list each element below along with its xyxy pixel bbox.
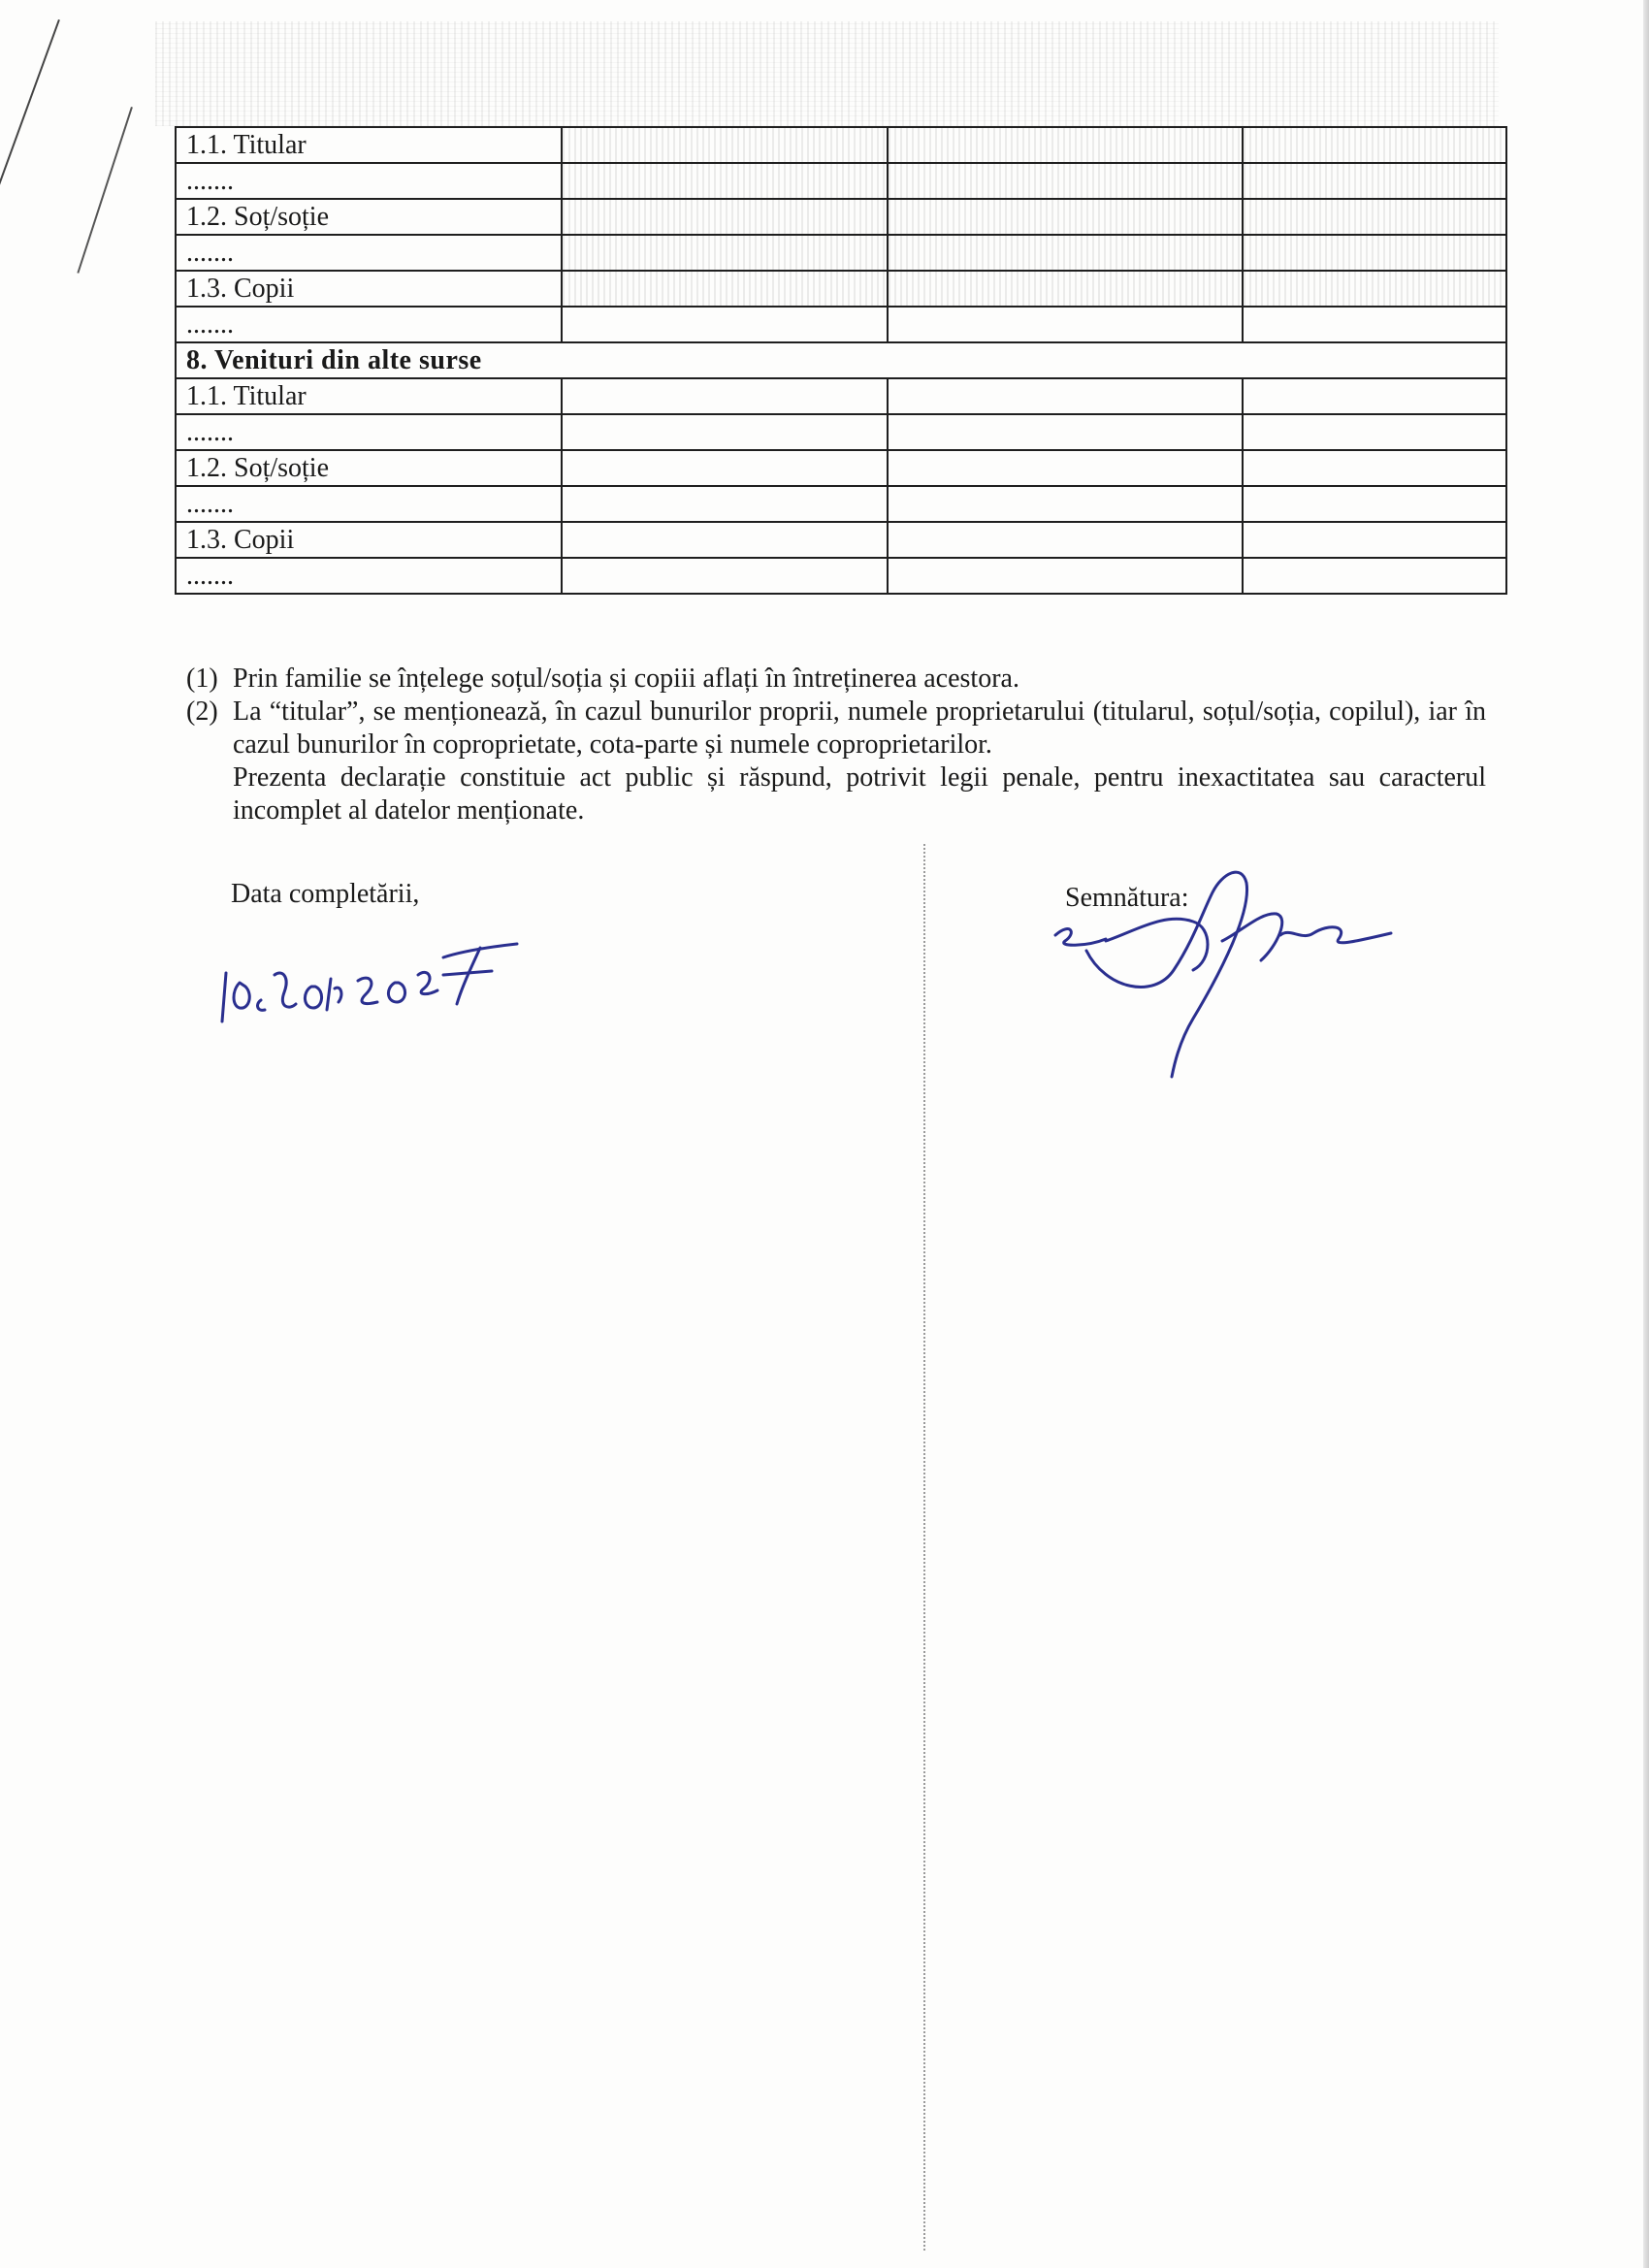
row-label: 1.3. Copii bbox=[176, 522, 562, 558]
table-cell bbox=[1243, 486, 1506, 522]
row-label: 1.1. Titular bbox=[176, 127, 562, 163]
table-cell bbox=[562, 307, 888, 342]
table-cell bbox=[1243, 414, 1506, 450]
table-cell bbox=[888, 522, 1243, 558]
income-table-body bbox=[176, 127, 1506, 594]
table-row bbox=[176, 450, 1506, 486]
table-row bbox=[176, 378, 1506, 414]
signature bbox=[1048, 854, 1397, 1086]
table-cell bbox=[888, 127, 1243, 163]
table-cell bbox=[888, 486, 1243, 522]
table-cell bbox=[888, 558, 1243, 594]
row-label: 1.3. Copii bbox=[176, 271, 562, 307]
note-text: La “titular”, se menționează, în cazul bunurilor proprii, numele proprietarului (titularul, soțul/soția, copilul), iar în cazul bunurilor în coproprietate, cota-parte și numele coproprietarilor. bbox=[233, 697, 1486, 760]
row-label: ....... bbox=[176, 414, 562, 450]
table-cell bbox=[562, 199, 888, 235]
table-cell bbox=[562, 235, 888, 271]
table-cell bbox=[562, 163, 888, 199]
table-cell bbox=[888, 163, 1243, 199]
income-table bbox=[175, 126, 1507, 595]
row-label: ....... bbox=[176, 558, 562, 594]
table-cell bbox=[562, 127, 888, 163]
note-number: (2) bbox=[186, 697, 218, 727]
table-cell bbox=[562, 558, 888, 594]
table-cell bbox=[1243, 199, 1506, 235]
note-text: Prin familie se înțelege soțul/soția și copiii aflați în întreținerea acestora. bbox=[233, 664, 1019, 694]
table-row bbox=[176, 307, 1506, 342]
table-cell bbox=[888, 235, 1243, 271]
table-cell bbox=[888, 378, 1243, 414]
row-label: ....... bbox=[176, 486, 562, 522]
declaration-statement: Prezenta declarație constituie act public și răspund, potrivit legii penale, pentru inexactitatea sau caracterul incomplet al datelor menționate. bbox=[233, 762, 1486, 826]
table-cell bbox=[888, 199, 1243, 235]
handwritten-date bbox=[218, 926, 519, 1033]
table-cell bbox=[1243, 450, 1506, 486]
table-row bbox=[176, 199, 1506, 235]
table-row bbox=[176, 522, 1506, 558]
table-row bbox=[176, 414, 1506, 450]
scan-line bbox=[77, 107, 133, 274]
note-number: (1) bbox=[186, 664, 218, 694]
table-cell bbox=[888, 450, 1243, 486]
scan-noise bbox=[155, 21, 1499, 126]
table-row bbox=[176, 127, 1506, 163]
table-cell bbox=[562, 522, 888, 558]
row-label: 1.2. Soț/soție bbox=[176, 450, 562, 486]
table-cell bbox=[888, 271, 1243, 307]
table-cell bbox=[1243, 522, 1506, 558]
table-cell bbox=[562, 271, 888, 307]
table-cell bbox=[1243, 127, 1506, 163]
signature-label: Semnătura: bbox=[1065, 883, 1189, 913]
date-label: Data completării, bbox=[231, 879, 420, 909]
row-label: ....... bbox=[176, 307, 562, 342]
table-cell bbox=[562, 450, 888, 486]
row-label: ....... bbox=[176, 163, 562, 199]
table-row bbox=[176, 558, 1506, 594]
table-cell bbox=[562, 378, 888, 414]
table-cell bbox=[1243, 378, 1506, 414]
scan-line bbox=[0, 19, 60, 275]
table-cell bbox=[1243, 271, 1506, 307]
note-1 bbox=[186, 663, 1486, 696]
table-row bbox=[176, 271, 1506, 307]
note-2 bbox=[186, 696, 1486, 761]
table-row bbox=[176, 486, 1506, 522]
table-section-row bbox=[176, 342, 1506, 378]
fold-line bbox=[923, 844, 925, 2251]
scan-edge bbox=[1643, 0, 1649, 2268]
notes-section bbox=[186, 663, 1486, 827]
table-cell bbox=[1243, 235, 1506, 271]
table-row bbox=[176, 163, 1506, 199]
table-cell bbox=[888, 414, 1243, 450]
section-heading: 8. Venituri din alte surse bbox=[176, 342, 1506, 378]
row-label: 1.1. Titular bbox=[176, 378, 562, 414]
row-label: ....... bbox=[176, 235, 562, 271]
row-label: 1.2. Soț/soție bbox=[176, 199, 562, 235]
table-row bbox=[176, 235, 1506, 271]
table-cell bbox=[1243, 163, 1506, 199]
table-cell bbox=[1243, 558, 1506, 594]
table-cell bbox=[888, 307, 1243, 342]
table-cell bbox=[562, 414, 888, 450]
table-cell bbox=[562, 486, 888, 522]
table-cell bbox=[1243, 307, 1506, 342]
